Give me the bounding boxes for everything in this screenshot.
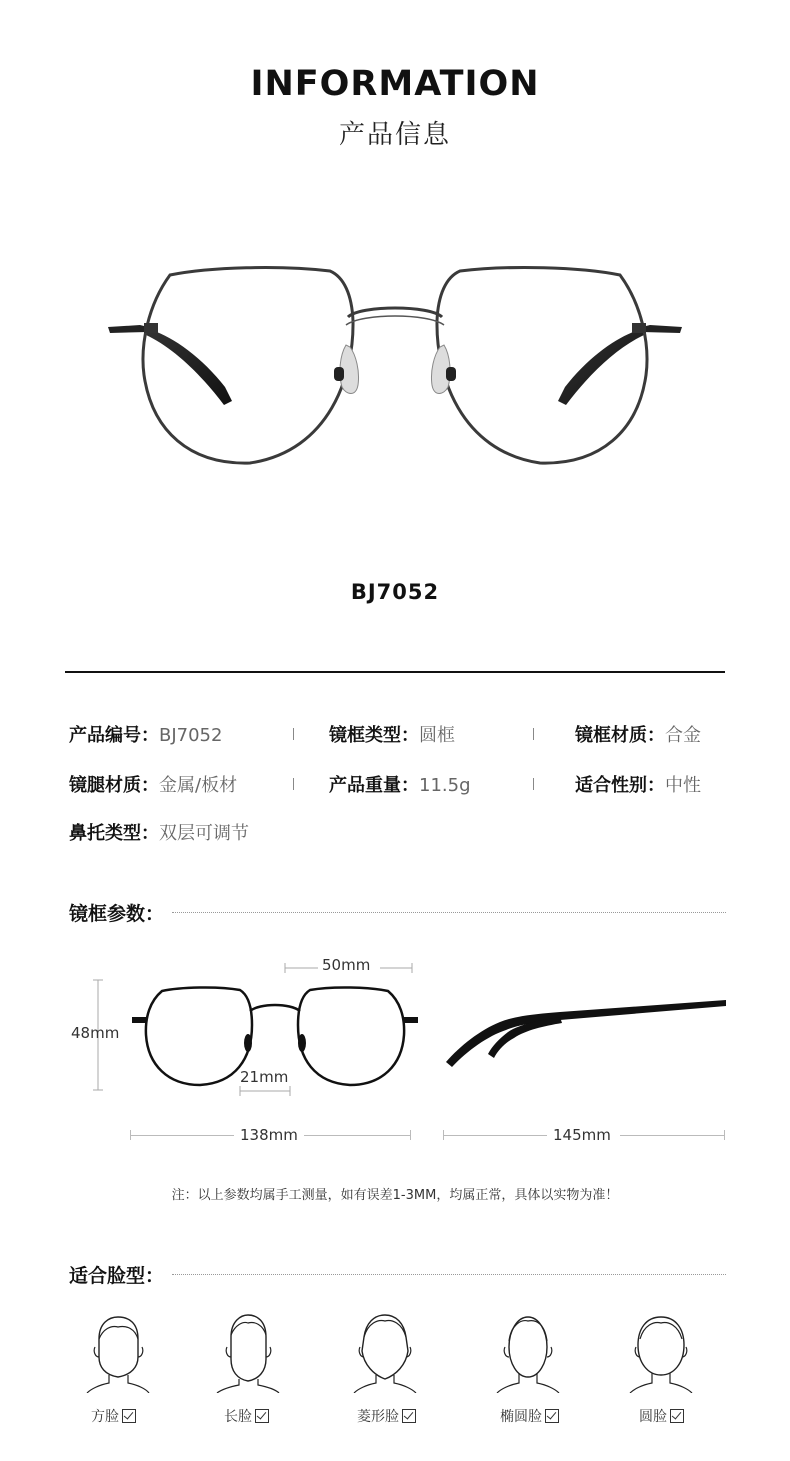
checkbox-checked-icon [402,1409,416,1423]
spec-separator [293,778,294,790]
spec-item-temple-material [69,771,237,797]
spec-key: 产品编号： [69,725,159,746]
temple-length-guide-left [443,1135,547,1136]
spec-key: 鼻托类型： [69,823,159,844]
guide-tick [724,1130,725,1140]
face-shape-name: 菱形脸 [357,1409,399,1425]
face-shape-name: 方脸 [91,1409,119,1425]
frame-width-guide-right [304,1135,411,1136]
checkbox-checked-icon [670,1409,684,1423]
temple-length-guide-right [620,1135,724,1136]
temple-length-label: 145mm [553,1126,611,1144]
square-face-icon [85,1313,151,1393]
dotted-leader [172,1274,726,1275]
spec-separator [533,778,534,790]
lens-width-label: 50mm [322,956,371,974]
bridge-width-label: 21mm [240,1068,289,1086]
checkbox-checked-icon [122,1409,136,1423]
product-model: BJ7052 [350,580,440,604]
spec-key: 镜框材质： [575,725,665,746]
spec-separator [293,728,294,740]
page-subtitle: 产品信息 [338,120,451,150]
frame-params-label: 镜框参数： [69,903,165,925]
spec-item-frame-type [329,721,455,747]
face-shape-name: 圆脸 [639,1409,667,1425]
temple-side-diagram [440,990,730,1080]
page-title: INFORMATION [250,64,540,104]
spec-key: 镜腿材质： [69,775,159,796]
frame-width-label: 138mm [240,1126,298,1144]
lens-height-label: 48mm [71,1024,120,1042]
spec-item-weight [329,771,471,797]
guide-tick [443,1130,444,1140]
spec-key: 产品重量： [329,775,419,796]
spec-separator [533,728,534,740]
checkbox-checked-icon [545,1409,559,1423]
face-shape-option-round [639,1406,684,1426]
face-shape-option-square [91,1406,136,1426]
spec-key: 适合性别： [575,775,665,796]
spec-value: 金属/板材 [159,775,238,796]
diamond-face-icon [352,1313,418,1393]
spec-value: BJ7052 [159,725,223,746]
spec-key: 镜框类型： [329,725,419,746]
round-face-icon [628,1313,694,1393]
spec-value: 中性 [665,775,701,796]
spec-item-frame-material [575,721,701,747]
spec-item-product-number [69,721,222,747]
oval-face-icon [495,1313,561,1393]
face-shape-label: 适合脸型： [69,1265,165,1287]
guide-tick [410,1130,411,1140]
spec-value: 合金 [665,725,701,746]
long-face-icon [215,1313,281,1393]
spec-item-nose-pad [69,819,249,845]
face-shape-name: 椭圆脸 [500,1409,542,1425]
spec-value: 11.5g [419,775,471,796]
guide-tick [130,1130,131,1140]
face-shape-option-diamond [357,1406,416,1426]
spec-item-gender [575,771,701,797]
glasses-product-image [100,255,690,485]
measurement-note: 注：以上参数均属手工测量，如有误差1-3MM，均属正常，具体以实物为准！ [171,1188,619,1203]
dotted-leader [172,912,726,913]
checkbox-checked-icon [255,1409,269,1423]
face-shape-option-oval [500,1406,559,1426]
spec-value: 圆框 [419,725,455,746]
face-shape-name: 长脸 [224,1409,252,1425]
face-shape-option-long [224,1406,269,1426]
frame-width-guide-left [130,1135,234,1136]
spec-value: 双层可调节 [159,823,249,844]
divider [65,671,725,673]
